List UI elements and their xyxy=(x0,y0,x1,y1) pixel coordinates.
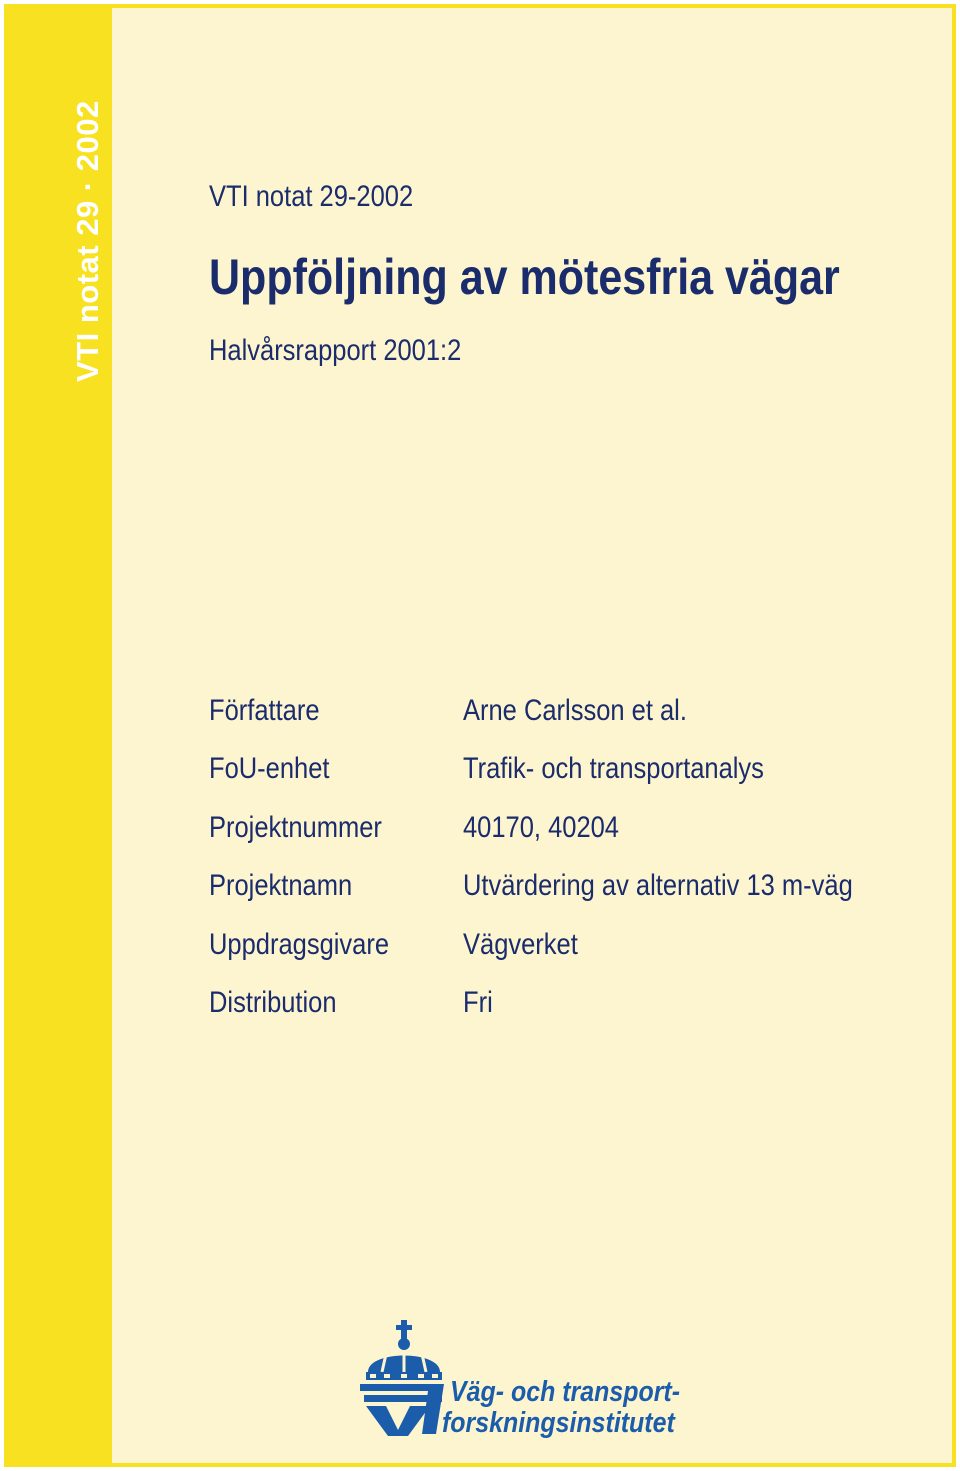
metadata-row-distribution xyxy=(209,986,949,1044)
logo-text-line1: Väg- och transport- xyxy=(450,1376,681,1408)
metadata-label: Författare xyxy=(209,694,320,727)
report-cover xyxy=(4,4,956,1467)
metadata-row-author xyxy=(209,694,949,752)
report-subtitle: Halvårsrapport 2001:2 xyxy=(209,334,462,367)
metadata-label: Uppdragsgivare xyxy=(209,927,390,961)
metadata-label: Projektnummer xyxy=(209,810,382,844)
logo-text-line2: forskningsinstitutet xyxy=(442,1407,675,1439)
metadata-row-project-name xyxy=(209,869,949,927)
metadata-value: Vägverket xyxy=(463,927,578,961)
metadata-value: Arne Carlsson et al. xyxy=(463,694,687,727)
metadata-value: 40170, 40204 xyxy=(463,810,619,844)
cover-spine xyxy=(8,8,112,1463)
metadata-value: Utvärdering av alternativ 13 m-väg xyxy=(463,869,853,903)
spine-label: VTI notat 29 · 2002 xyxy=(70,100,105,382)
report-series-number: VTI notat 29-2002 xyxy=(209,180,414,213)
metadata-row-project-number xyxy=(209,811,949,869)
metadata-label: FoU-enhet xyxy=(209,752,330,786)
report-metadata-table xyxy=(209,694,949,1044)
metadata-value: Trafik- och transportanalys xyxy=(463,752,764,786)
report-title: Uppföljning av mötesfria vägar xyxy=(209,249,840,305)
metadata-label: Projektnamn xyxy=(209,869,353,903)
metadata-row-unit xyxy=(209,752,949,810)
metadata-label: Distribution xyxy=(209,985,337,1019)
vti-logo xyxy=(360,1320,690,1440)
metadata-value: Fri xyxy=(463,985,493,1019)
metadata-row-client xyxy=(209,928,949,986)
